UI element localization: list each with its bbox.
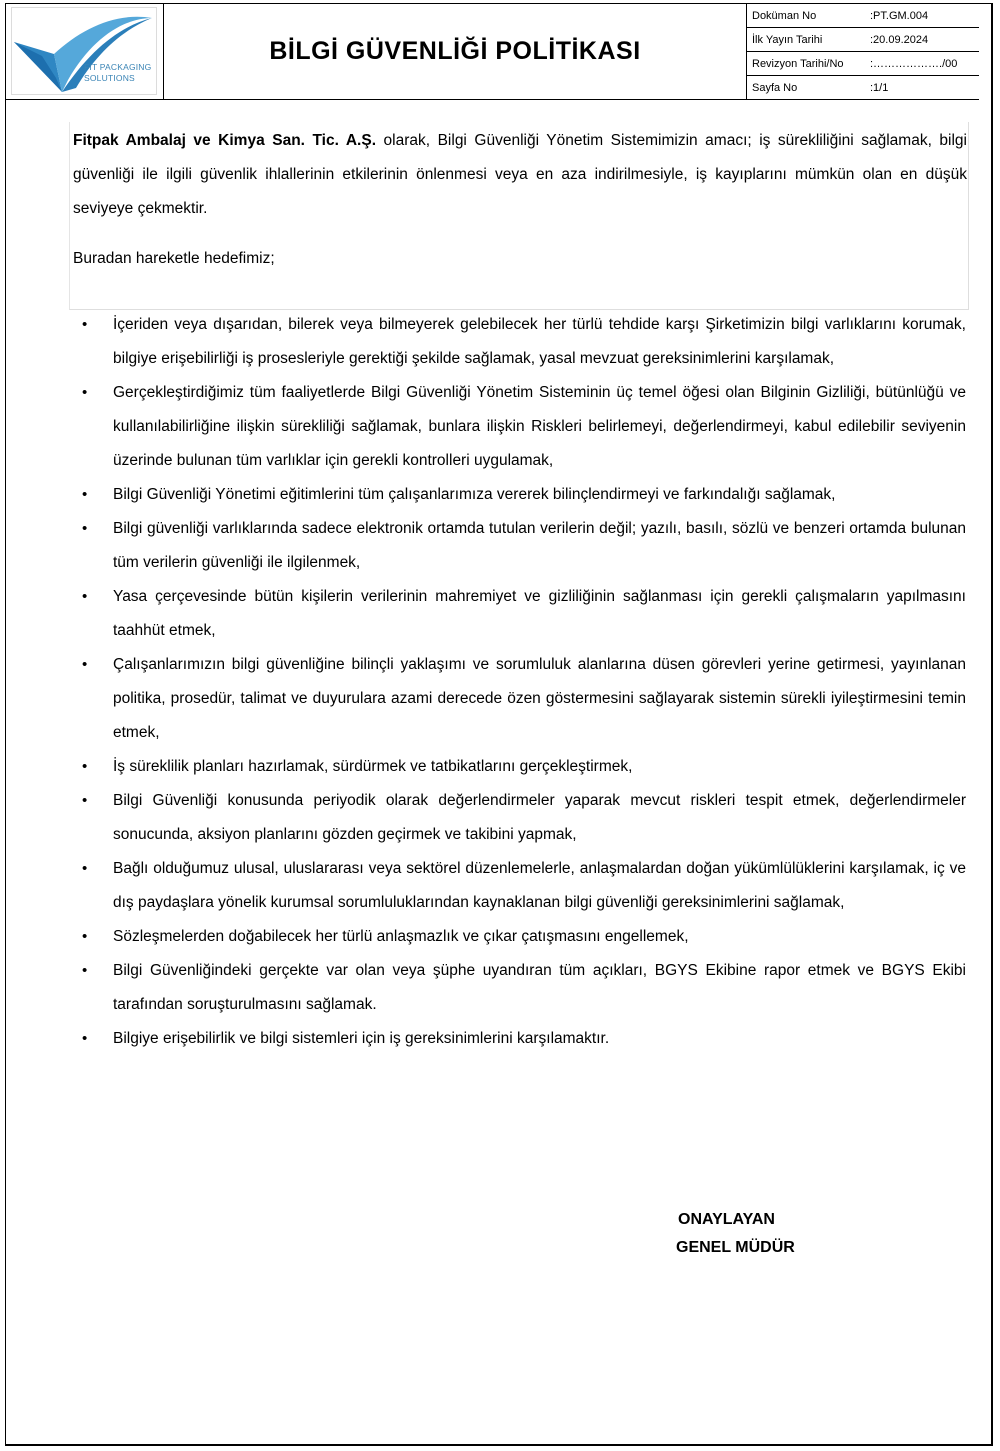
meta-label: Revizyon Tarihi/No [752,57,844,70]
signature-title: GENEL MÜDÜR [676,1239,795,1256]
list-item: • Gerçekleştirdiğimiz tüm faaliyetlerde Bilgi Güvenliği Yönetim Sisteminin üç temel öğesi olan Bilginin Gizliliği, bütünlüğü ve kullanılabilirliğine ilişkin sürekliliği sağlamak, bunlara ilişkin Riskleri belirlemeyi, değerlendirmeyi, kabul edilebilir seviyenin üzerinde bulunan tüm varlıklar için gerekli kontrolleri uygulamak, [82,376,966,478]
list-item: • Bilgi Güvenliği Yönetimi eğitimlerini tüm çalışanlarımıza vererek bilinçlendirmeyi ve farkındalığı sağlamak, [82,478,966,512]
meta-row-revision [747,52,979,76]
list-item: • Çalışanlarımızın bilgi güvenliğine bilinçli yaklaşımı ve sorumluluk alanlarına düsen görevleri yerine getirmesi, yayınlanan politika, prosedür, talimat ve duyurulara azami derecede özen göstermesini sağlayarak sistemin sürekli iyileştirmesini temin etmek, [82,648,966,750]
meta-label: İlk Yayın Tarihi [752,33,823,46]
signature-approver: ONAYLAYAN [678,1211,775,1228]
list-item: • Bilgiye erişebilirlik ve bilgi sistemleri için iş gereksinimlerini karşılamaktır. [82,1022,966,1056]
document-title: BİLGİ GÜVENLİĞİ POLİTİKASI [269,36,641,65]
document-meta-table [747,3,979,99]
list-item: • İçeriden veya dışarıdan, bilerek veya bilmeyerek gelebilecek her türlü tehdide karşı Şirketimizin bilgi varlıklarını korumak, bilgiye erişebilirliği iş prosesleriyle gerektiği şekilde sağlamak, yasal mevzuat gereksinimlerini karşılamak, [82,308,966,376]
logo-text-line1: FIT PACKAGING [84,62,152,72]
company-name: Fitpak Ambalaj ve Kimya San. Tic. A.Ş. [73,132,377,149]
list-item: • İş süreklilik planları hazırlamak, sürdürmek ve tatbikatlarını gerçekleştirmek, [82,750,966,784]
meta-row-page-no [747,76,979,99]
company-logo [11,7,157,95]
policy-bullet-list [82,308,966,1056]
meta-value: :20.09.2024 [870,33,929,46]
meta-value: :………………./00 [870,57,958,70]
intro-text: olarak, Bilgi Güvenliği Yönetim Sistemimizin amacı; iş sürekliliğini sağlamak, bilgi güvenliği ile ilgili güvenlik ihlallerinin etkilerinin önlenmesi veya en aza indirilmesiyle, iş kayıplarını mümkün olan en düşük seviyeye çekmektir. [73,132,967,217]
list-item: • Bilgi Güvenliği konusunda periyodik olarak değerlendirmeler yaparak mevcut riskleri tespit etmek, değerlendirmeler sonucunda, aksiyon planlarını gözden geçirmek ve takibini yapmak, [82,784,966,852]
goal-heading: Buradan hareketle hedefimiz; [73,250,275,267]
list-item: • Yasa çerçevesinde bütün kişilerin verilerinin mahremiyet ve gizliliğinin sağlanması için gerekli çalışmaların yapılmasını taahhüt etmek, [82,580,966,648]
meta-label: Sayfa No [752,81,798,94]
list-item: • Sözleşmelerden doğabilecek her türlü anlaşmazlık ve çıkar çatışmasını engellemek, [82,920,966,954]
logo-text-line2: SOLUTIONS [84,73,135,83]
intro-paragraph [73,124,967,226]
title-cell [164,3,747,99]
document-header [5,3,979,100]
list-item: • Bilgi Güvenliğindeki gerçekte var olan veya şüphe uyandıran tüm açıkları, BGYS Ekibine rapor etmek ve BGYS Ekibi tarafından soruşturulmasını sağlamak. [82,954,966,1022]
logo-cell [5,3,164,99]
list-item: • Bağlı olduğumuz ulusal, uluslararası veya sektörel düzenlemelerle, anlaşmalardan doğan yükümlülüklerini karşılamak, iç ve dış paydaşlara yönelik kurumsal sorumluluklarından kaynaklanan bilgi güvenliği gereksinimlerini sağlamak, [82,852,966,920]
meta-label: Doküman No [752,9,817,22]
logo-text [84,62,151,84]
intro-section [73,124,967,276]
meta-row-document-no [747,3,979,28]
meta-value: :PT.GM.004 [870,9,929,22]
list-item: • Bilgi güvenliği varlıklarında sadece elektronik ortamda tutulan verilerin değil; yazılı, basılı, sözlü ve benzeri ortamda bulunan tüm verilerin güvenliği ile ilgilenmek, [82,512,966,580]
meta-row-first-publish-date [747,28,979,52]
signature-block [678,1206,795,1262]
meta-value: :1/1 [870,81,889,94]
